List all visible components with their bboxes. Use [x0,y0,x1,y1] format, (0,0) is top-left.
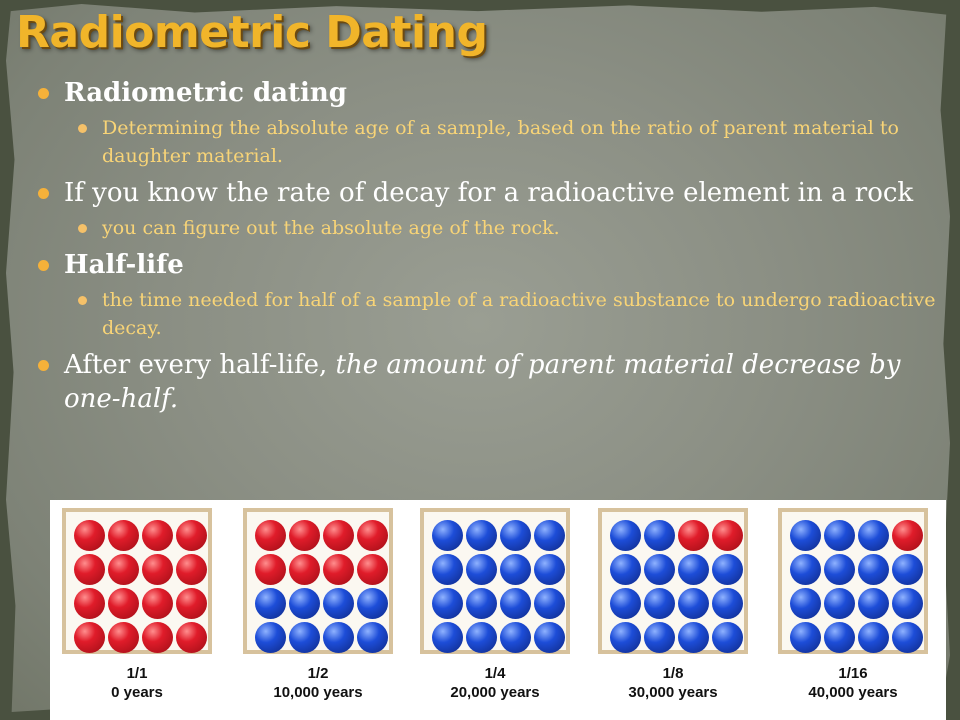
sub-bullet-list [64,214,936,242]
bullet-text: Radiometric dating [64,78,347,108]
daughter-atom [644,554,675,585]
bullet-text-plain: After every half-life, [64,350,336,380]
panel-caption [62,664,212,702]
daughter-atom [432,554,463,585]
daughter-atom [534,588,565,619]
sub-bullet-text: Determining the absolute age of a sample, based on the ratio of parent material to daughter material. [102,117,899,167]
panel-caption [243,664,393,702]
daughter-atom [858,520,889,551]
bullet-radiometric-dating [36,76,936,170]
parent-atom [108,520,139,551]
bullet-list [36,76,936,422]
daughter-atom [892,588,923,619]
daughter-atom [892,622,923,653]
daughter-atom [644,520,675,551]
time-label: 10,000 years [273,684,363,701]
daughter-atom [500,554,531,585]
sub-bullet-text: the time needed for half of a sample of a radioactive substance to undergo radioactive decay. [102,289,936,339]
daughter-atom [824,554,855,585]
time-label: 0 years [111,684,163,701]
daughter-atom [790,622,821,653]
half-life-figure [50,500,946,720]
sample-tray [62,508,212,654]
daughter-atom [289,588,320,619]
daughter-atom [432,520,463,551]
parent-atom [74,588,105,619]
fraction-label: 1/8 [662,665,684,682]
parent-atom [323,520,354,551]
daughter-atom [500,520,531,551]
parent-atom [255,554,286,585]
daughter-atom [610,520,641,551]
daughter-atom [712,554,743,585]
daughter-atom [824,520,855,551]
half-life-panel [420,508,570,702]
sub-bullet-list [64,114,936,170]
sample-tray [420,508,570,654]
slide-title: Radiometric Dating [16,7,488,58]
fraction-label: 1/1 [126,665,148,682]
parent-atom [142,520,173,551]
daughter-atom [858,554,889,585]
daughter-atom [644,622,675,653]
panel-caption [598,664,748,702]
parent-atom [142,588,173,619]
half-life-panel [598,508,748,702]
parent-atom [176,588,207,619]
parent-atom [176,622,207,653]
daughter-atom [534,520,565,551]
daughter-atom [357,588,388,619]
sub-bullet-half-life-definition [64,286,936,342]
sample-grid [610,520,744,654]
daughter-atom [323,622,354,653]
daughter-atom [466,554,497,585]
daughter-atom [892,554,923,585]
daughter-atom [712,622,743,653]
daughter-atom [610,622,641,653]
sample-grid [255,520,389,654]
fraction-label: 1/16 [838,665,868,682]
half-life-panel [778,508,928,702]
sample-tray [243,508,393,654]
daughter-atom [678,622,709,653]
bullet-text: Half-life [64,250,184,280]
sample-grid [790,520,924,654]
daughter-atom [255,622,286,653]
daughter-atom [500,588,531,619]
parent-atom [323,554,354,585]
daughter-atom [432,622,463,653]
fraction-label: 1/4 [484,665,506,682]
parent-atom [74,554,105,585]
half-life-panel [243,508,393,702]
daughter-atom [255,588,286,619]
daughter-atom [858,622,889,653]
parent-atom [357,554,388,585]
parent-atom [892,520,923,551]
parent-atom [142,554,173,585]
bullet-rate-of-decay [36,176,936,242]
parent-atom [176,520,207,551]
parent-atom [74,520,105,551]
time-label: 20,000 years [450,684,540,701]
parent-atom [108,554,139,585]
time-label: 40,000 years [808,684,898,701]
daughter-atom [790,520,821,551]
half-life-panel [62,508,212,702]
daughter-atom [790,554,821,585]
time-label: 30,000 years [628,684,718,701]
daughter-atom [610,554,641,585]
bullet-text-italic: the amount of parent material decrease by one-half. [64,350,901,414]
daughter-atom [432,588,463,619]
daughter-atom [466,588,497,619]
parent-atom [255,520,286,551]
parent-atom [142,622,173,653]
daughter-atom [500,622,531,653]
bullet-half-life [36,248,936,342]
daughter-atom [644,588,675,619]
daughter-atom [678,554,709,585]
parent-atom [289,554,320,585]
sample-grid [432,520,566,654]
daughter-atom [323,588,354,619]
parent-atom [678,520,709,551]
daughter-atom [466,520,497,551]
bullet-after-every-half-life [36,348,936,416]
fraction-label: 1/2 [307,665,329,682]
daughter-atom [824,622,855,653]
daughter-atom [678,588,709,619]
sub-bullet-figure-age [64,214,936,242]
sample-grid [74,520,208,654]
bullet-text: If you know the rate of decay for a radioactive element in a rock [64,178,914,208]
daughter-atom [712,588,743,619]
daughter-atom [466,622,497,653]
daughter-atom [289,622,320,653]
daughter-atom [824,588,855,619]
parent-atom [712,520,743,551]
sub-bullet-definition [64,114,936,170]
sub-bullet-text: you can figure out the absolute age of the rock. [102,217,560,239]
daughter-atom [790,588,821,619]
parent-atom [357,520,388,551]
sub-bullet-list [64,286,936,342]
daughter-atom [610,588,641,619]
sample-tray [778,508,928,654]
parent-atom [176,554,207,585]
daughter-atom [534,554,565,585]
panel-caption [778,664,928,702]
panel-caption [420,664,570,702]
daughter-atom [357,622,388,653]
daughter-atom [534,622,565,653]
parent-atom [108,588,139,619]
parent-atom [289,520,320,551]
daughter-atom [858,588,889,619]
parent-atom [74,622,105,653]
parent-atom [108,622,139,653]
sample-tray [598,508,748,654]
